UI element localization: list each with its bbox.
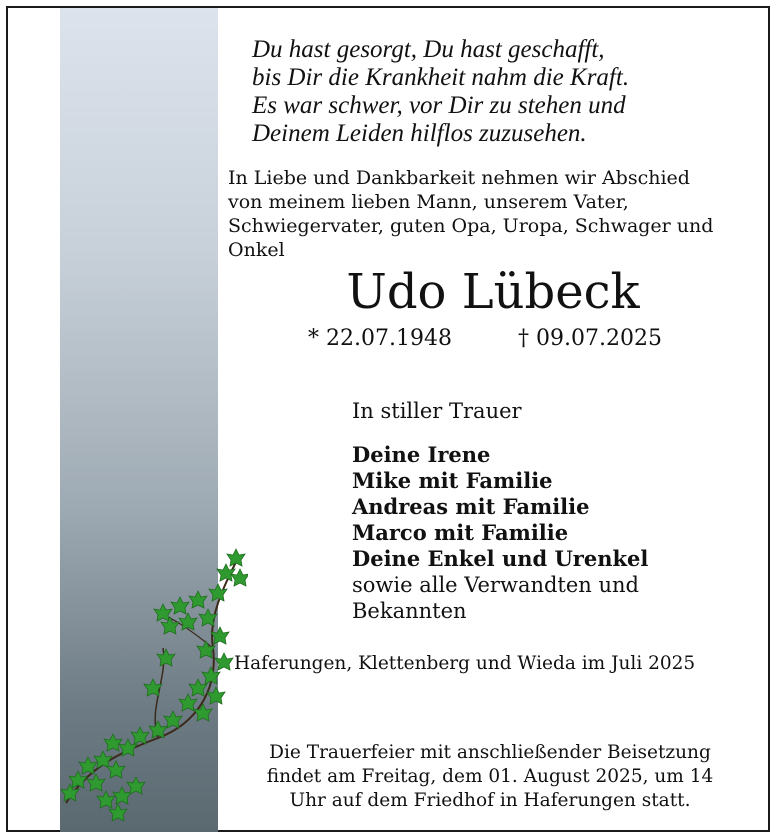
place-date: Haferungen, Klettenberg und Wieda im Juli 2025 bbox=[234, 653, 696, 674]
mourner-family: Marco mit Familie bbox=[352, 520, 569, 545]
intro-text bbox=[228, 166, 768, 262]
mourner-relatives: Bekannten bbox=[352, 599, 467, 623]
service-info bbox=[220, 741, 760, 813]
intro-line: von meinem lieben Mann, unserem Vater, bbox=[228, 191, 629, 213]
obituary-frame bbox=[6, 6, 770, 832]
mourner-relatives: sowie alle Verwandten und bbox=[352, 573, 639, 597]
service-line: Die Trauerfeier mit anschließender Beisetzung bbox=[269, 742, 711, 763]
poem-line: Deinem Leiden hilflos zuzusehen. bbox=[252, 120, 587, 147]
intro-line: In Liebe und Dankbarkeit nehmen wir Abschied bbox=[228, 167, 690, 189]
mourner-family: Andreas mit Familie bbox=[352, 494, 590, 519]
mourners bbox=[352, 398, 772, 624]
death-date: † 09.07.2025 bbox=[518, 326, 662, 351]
deceased-name: Udo Lübeck bbox=[346, 264, 640, 320]
intro-line: Schwiegervater, guten Opa, Uropa, Schwager und bbox=[228, 215, 714, 237]
mourner-family: Mike mit Familie bbox=[352, 468, 553, 493]
ivy-vine-icon bbox=[48, 538, 248, 828]
birth-date: * 22.07.1948 bbox=[308, 326, 452, 351]
intro-line: Onkel bbox=[228, 239, 285, 261]
poem bbox=[252, 36, 752, 148]
service-line: findet am Freitag, dem 01. August 2025, um 14 bbox=[266, 766, 714, 787]
poem-line: Du hast gesorgt, Du hast geschafft, bbox=[252, 36, 605, 63]
service-line: Uhr auf dem Friedhof in Haferungen statt. bbox=[289, 790, 691, 811]
mourning-lead: In stiller Trauer bbox=[352, 399, 522, 423]
mourner-family: Deine Enkel und Urenkel bbox=[352, 546, 649, 571]
poem-line: Es war schwer, vor Dir zu stehen und bbox=[252, 92, 626, 119]
poem-line: bis Dir die Krankheit nahm die Kraft. bbox=[252, 64, 630, 91]
mourner-family: Deine Irene bbox=[352, 442, 491, 467]
